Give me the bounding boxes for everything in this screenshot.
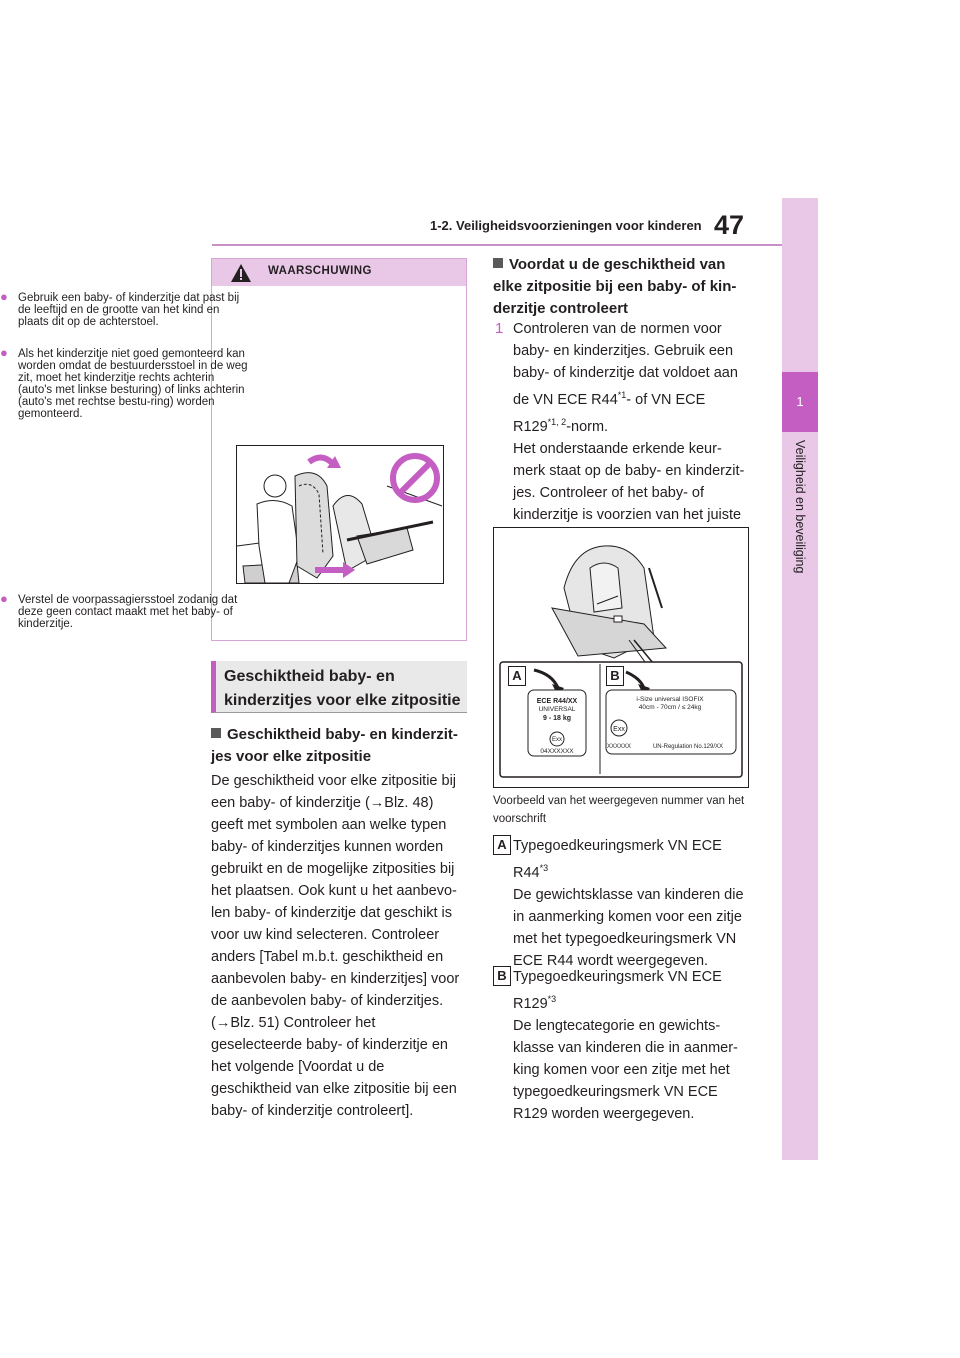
bullet-dot-icon: ● (0, 289, 8, 304)
subhead-suitability: Geschiktheid baby- en kinderzit-jes voor elke zitpositie (211, 726, 458, 765)
figure-label-a: A (508, 666, 526, 686)
header-rule (212, 244, 782, 246)
item-a-text: Typegoedkeuringsmerk VN ECE R44$^{*3}$ De gewichtsklasse van kinderen die in aanmerking komen voor een zitje met het typegoedkeuringsmerk VN ECE R44 wordt weergegeven. (513, 838, 744, 969)
ece-line-2: UNIVERSAL (538, 706, 576, 713)
approval-mark-drawing (494, 528, 748, 787)
square-bullet-icon (493, 258, 503, 268)
isize-e-mark: Exx (613, 726, 625, 733)
ece-number: 04XXXXXX (540, 748, 574, 755)
warning-illustration (236, 445, 444, 584)
suitability-paragraph: De geschiktheid voor elke zitpositie bij een baby- of kinderzitje (→Blz. 48) geeft met symbolen aan welke typen baby- of kinderzitjes kunnen worden gebruikt en de mogelijke zitposities bij het plaatsen. Ook kunt u het aanbevo-len baby- of kinderzitje dat geschikt is voor uw kind selecteren. Controleer anders [Tabel m.b.t. geschiktheid en aanbevolen baby- en kinderzitjes] voor de aanbevolen baby- of kinderzitjes. (→Blz. 51) Controleer het geselecteerde baby- of kinderzitje en het volgende [Voordat u de geschiktheid van elke zitpositie bij een baby- of kinderzitje controleert]. (211, 773, 460, 1119)
step-1-text: Controleren van de normen voor baby- en kinderzitjes. Gebruik een baby- of kinderzitje dat voldoet aan de VN ECE R44$^{*1}$- of VN ECE R129$^{*1, 2}$-norm. Het onderstaande erkende keur-merk staat op de baby- en kinderzit-jes. Controleer of het baby- of kinderzitje is voorzien van het juiste (513, 321, 745, 523)
isize-regulation: UN-Regulation No.129/XX (652, 744, 724, 750)
running-header-title: 1-2. Veiligheidsvoorzieningen voor kinderen (430, 218, 702, 233)
warning-header (212, 259, 466, 286)
item-a-label: A (493, 835, 511, 855)
chapter-side-label: Veiligheid en beveiliging (793, 440, 807, 574)
item-b-label: B (493, 966, 511, 986)
ece-line-3: 9 - 18 kg (542, 715, 572, 722)
warning-title: WAARSCHUWING (268, 265, 372, 277)
chapter-side-bar (782, 198, 818, 1160)
ece-line-1: ECE R44/XX (536, 698, 578, 705)
isize-line-1: i-Size universal ISOFIX (636, 696, 704, 703)
subhead-before-check: Voordat u de geschiktheid van elke zitpositie bij een baby- of kin-derzitje controleert (493, 256, 737, 317)
item-b-text: Typegoedkeuringsmerk VN ECE R129$^{*3}$ De lengtecategorie en gewichts-klasse van kinderen die in aanmer-king komen voor een zitje met het typegoedkeuringsmerk VN ECE R129 worden weergegeven. (513, 969, 738, 1122)
bullet-dot-icon: ● (0, 591, 8, 606)
warning-bullet-2: ● Als het kinderzitje niet goed gemonteerd kan worden omdat de bestuurdersstoel in de weg zit, moet het kinderzitje rechts achterin (auto's met linkse besturing) of links achterin (auto's met rechtse bestu-ring) worden gemonteerd. (0, 345, 248, 420)
ece-e-mark: Exx (551, 737, 563, 743)
section-heading: Geschiktheid baby- en kinderzitjes voor elke zitpositie (211, 661, 467, 713)
square-bullet-icon (211, 728, 221, 738)
bullet-dot-icon: ● (0, 345, 8, 360)
page-number: 47 (714, 210, 745, 240)
figure-caption: Voorbeeld van het weergegeven nummer van het voorschrift (493, 795, 745, 825)
chapter-number-tab[interactable]: 1 (782, 372, 818, 432)
isize-line-2: 40cm - 70cm / ≤ 24kg (638, 704, 702, 711)
warning-bullet-1: ● Gebruik een baby- of kinderzitje dat past bij de leeftijd en de grootte van het kind en plaats dit op de achterstoel. (0, 289, 240, 328)
approval-mark-figure (493, 527, 749, 788)
figure-label-b: B (606, 666, 624, 686)
seat-collision-illustration (237, 446, 443, 583)
warning-triangle-icon (230, 263, 252, 283)
warning-bullet-3: ● Verstel de voorpassagiersstoel zodanig dat deze geen contact maakt met het baby- of kinderzitje. (0, 591, 238, 630)
step-number: 1 (495, 320, 504, 337)
isize-number: XXXXXX (606, 744, 632, 750)
